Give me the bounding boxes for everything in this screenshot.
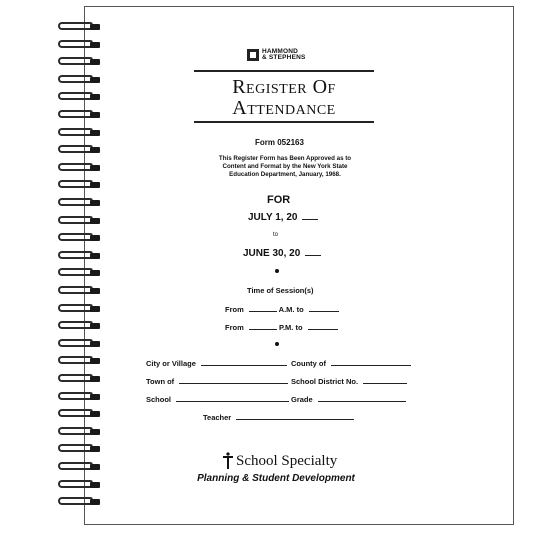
spiral-binding: [58, 22, 108, 512]
spiral-ring: [58, 497, 102, 509]
spiral-ring: [58, 40, 102, 52]
apple-star-icon: [222, 452, 234, 470]
city-blank[interactable]: [201, 358, 287, 366]
title-line1: Register Of: [232, 76, 336, 98]
grade-label: Grade: [291, 395, 313, 404]
brand-name: School Specialty: [236, 452, 338, 469]
county-label: County of: [291, 359, 326, 368]
spiral-ring: [58, 268, 102, 280]
town-label: Town of: [146, 377, 175, 386]
publisher-line1: HAMMOND: [262, 47, 299, 55]
spiral-ring: [58, 22, 102, 34]
am-to-label: A.M. to: [278, 305, 304, 314]
am-from-blank[interactable]: [249, 304, 277, 312]
approval-line: Content and Format by the New York State: [222, 163, 348, 170]
period-end-label: JUNE 30, 20: [243, 248, 301, 259]
spiral-ring: [58, 128, 102, 140]
publisher-line2: & STEPHENS: [262, 54, 306, 61]
school-label: School: [146, 395, 172, 404]
teacher-field: [203, 412, 354, 422]
spiral-ring: [58, 374, 102, 386]
bullet-dot: [275, 269, 279, 273]
session-row-am: [225, 304, 339, 314]
teacher-blank[interactable]: [236, 412, 354, 420]
district-label: School District No.: [291, 377, 359, 386]
spiral-ring: [58, 198, 102, 210]
spiral-ring: [58, 321, 102, 333]
spiral-ring: [58, 163, 102, 175]
spiral-ring: [58, 480, 102, 492]
period-start: [248, 212, 318, 223]
period-for: FOR: [267, 194, 291, 206]
district-blank[interactable]: [363, 376, 407, 384]
spiral-ring: [58, 409, 102, 421]
city-label: City or Village: [146, 359, 196, 368]
session-heading: Time of Session(s): [247, 286, 314, 295]
am-to-blank[interactable]: [309, 304, 339, 312]
form-number: Form 052163: [255, 138, 304, 147]
year-start-blank[interactable]: [302, 212, 318, 220]
spiral-ring: [58, 427, 102, 439]
hammond-stephens-logo: [247, 48, 306, 62]
pm-to-blank[interactable]: [308, 322, 338, 330]
district-field: [291, 376, 407, 386]
school-field: [146, 394, 289, 404]
period-start-label: JULY 1, 20: [248, 212, 298, 223]
spiral-ring: [58, 92, 102, 104]
spiral-ring: [58, 392, 102, 404]
spiral-ring: [58, 444, 102, 456]
spiral-ring: [58, 57, 102, 69]
spiral-ring: [58, 216, 102, 228]
grade-blank[interactable]: [318, 394, 406, 402]
town-blank[interactable]: [179, 376, 288, 384]
spiral-ring: [58, 286, 102, 298]
spiral-ring: [58, 356, 102, 368]
city-field: [146, 358, 287, 368]
spiral-ring: [58, 462, 102, 474]
pm-from-blank[interactable]: [249, 322, 277, 330]
from-label: From: [225, 323, 244, 332]
spiral-ring: [58, 251, 102, 263]
spiral-ring: [58, 145, 102, 157]
approval-line: This Register Form has Been Approved as to: [218, 155, 352, 162]
teacher-label: Teacher: [203, 413, 232, 422]
county-blank[interactable]: [331, 358, 411, 366]
spiral-ring: [58, 75, 102, 87]
grade-field: [291, 394, 406, 404]
period-end: [243, 248, 321, 259]
spiral-ring: [58, 339, 102, 351]
pm-to-label: P.M. to: [278, 323, 303, 332]
town-field: [146, 376, 288, 386]
spiral-ring: [58, 233, 102, 245]
from-label: From: [225, 305, 244, 314]
school-blank[interactable]: [176, 394, 289, 402]
session-row-pm: [225, 322, 338, 332]
title-bottom-rule: [194, 121, 374, 123]
spiral-ring: [58, 304, 102, 316]
approval-text: [200, 155, 370, 179]
period-to: to: [273, 232, 279, 238]
school-specialty-logo: [222, 452, 337, 470]
approval-line: Education Department, January, 1968.: [229, 171, 341, 178]
county-field: [291, 358, 411, 368]
bullet-dot: [275, 342, 279, 346]
title-line2: Attendance: [232, 97, 336, 119]
spiral-ring: [58, 180, 102, 192]
spiral-ring: [58, 110, 102, 122]
year-end-blank[interactable]: [305, 248, 321, 256]
publisher-mark-icon: [247, 49, 259, 61]
title-top-rule: [194, 70, 374, 72]
brand-tagline: Planning & Student Development: [197, 473, 355, 484]
